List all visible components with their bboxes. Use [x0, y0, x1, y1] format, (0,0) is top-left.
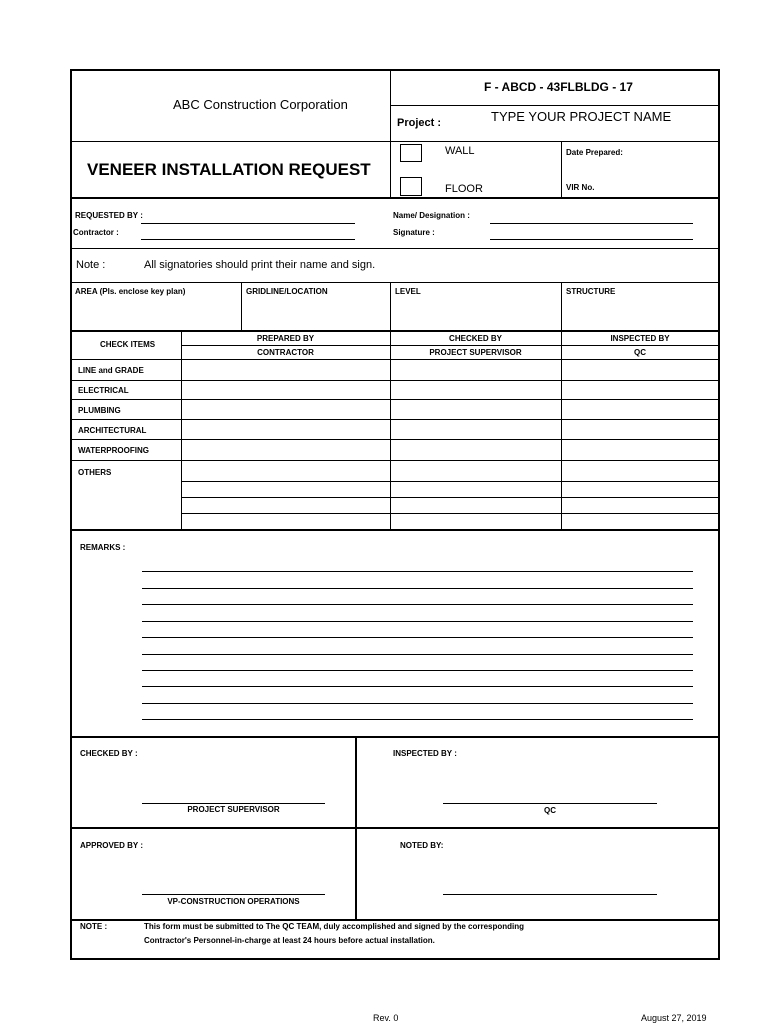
remarks-line[interactable] [142, 604, 693, 605]
header-bottom-rule [70, 197, 720, 199]
signoff-bottom-rule [70, 919, 720, 921]
floor-label: FLOOR [445, 183, 483, 195]
area-divider-3 [561, 282, 562, 331]
prepared-by-header: PREPARED BY [256, 334, 315, 343]
table-row-rule [71, 419, 719, 420]
table-row-rule [71, 460, 719, 461]
signature-field[interactable] [490, 239, 693, 240]
wall-label: WALL [445, 145, 475, 157]
checked-by-header: CHECKED BY [449, 334, 502, 343]
gridline-label: GRIDLINE/LOCATION [246, 287, 328, 296]
table-row-rule [181, 497, 719, 498]
noted-by-label: NOTED BY: [400, 841, 444, 850]
note-top-label: Note : [76, 259, 106, 271]
approved-by-label: APPROVED BY : [80, 841, 143, 850]
name-designation-label: Name/ Designation : [393, 211, 470, 220]
contractor-label: Contractor : [73, 228, 119, 237]
header-date-divider [561, 141, 562, 198]
check-items-header: CHECK ITEMS [100, 340, 156, 349]
signature-label: Signature : [393, 228, 435, 237]
remarks-line[interactable] [142, 637, 693, 638]
checked-by-label: CHECKED BY : [80, 749, 138, 758]
form-code: F - ABCD - 43FLBLDG - 17 [484, 80, 633, 94]
approved-by-signature-line[interactable] [142, 894, 325, 895]
contractor-field[interactable] [141, 239, 355, 240]
remarks-line[interactable] [142, 571, 693, 572]
requested-by-field[interactable] [141, 223, 355, 224]
check-item-architectural: ARCHITECTURAL [78, 426, 147, 435]
check-item-waterproofing: WATERPROOFING [78, 446, 149, 455]
checked-by-role: PROJECT SUPERVISOR [187, 805, 280, 814]
header-code-rule [390, 105, 719, 106]
border-top [70, 69, 720, 71]
table-row-rule [71, 439, 719, 440]
table-row-rule [71, 399, 719, 400]
check-item-others: OTHERS [78, 468, 112, 477]
table-row-rule [181, 513, 719, 514]
remarks-line[interactable] [142, 588, 693, 589]
table-col-2 [390, 331, 391, 530]
area-bottom-rule [70, 330, 720, 332]
approved-by-role: VP-CONSTRUCTION OPERATIONS [167, 897, 300, 906]
note-bottom-line-1: This form must be submitted to The QC TEAM, duly accomplished and signed by the corresponding [144, 922, 525, 931]
signoff-mid-rule [70, 827, 720, 829]
header-mid-rule [71, 141, 719, 142]
project-label: Project : [397, 117, 442, 129]
note-bottom-rule [71, 282, 719, 283]
name-designation-field[interactable] [490, 223, 693, 224]
revision-date: August 27, 2019 [641, 1013, 707, 1023]
table-col-3 [561, 331, 562, 530]
note-bottom-label: NOTE : [80, 922, 108, 931]
remarks-bottom-rule [70, 736, 720, 738]
table-row-rule [71, 380, 719, 381]
table-header-mid-rule [181, 345, 719, 346]
remarks-line[interactable] [142, 719, 693, 720]
remarks-line[interactable] [142, 686, 693, 687]
table-header-bottom-rule [71, 359, 719, 360]
remarks-line[interactable] [142, 703, 693, 704]
level-label: LEVEL [395, 287, 421, 296]
structure-label: STRUCTURE [566, 287, 616, 296]
header-divider [390, 70, 391, 198]
table-col-1 [181, 331, 182, 530]
remarks-line[interactable] [142, 654, 693, 655]
form-title: VENEER INSTALLATION REQUEST [87, 160, 371, 179]
vir-number-label: VIR No. [566, 183, 595, 192]
project-name-field[interactable]: TYPE YOUR PROJECT NAME [491, 109, 672, 124]
floor-checkbox[interactable] [400, 177, 422, 196]
table-bottom-rule [70, 529, 720, 531]
remarks-line[interactable] [142, 670, 693, 671]
area-divider-1 [241, 282, 242, 331]
inspected-by-label: INSPECTED BY : [393, 749, 457, 758]
date-prepared-label: Date Prepared: [566, 148, 623, 157]
area-label: AREA (Pls. enclose key plan) [75, 287, 186, 296]
area-divider-2 [390, 282, 391, 331]
border-bottom [70, 958, 720, 960]
company-name: ABC Construction Corporation [173, 97, 348, 112]
note-bottom-line-2: Contractor's Personnel-in-charge at least 24 hours before actual installation. [144, 936, 435, 945]
inspected-by-role: QC [544, 806, 556, 815]
project-supervisor-header: PROJECT SUPERVISOR [429, 348, 522, 357]
noted-by-signature-line[interactable] [443, 894, 657, 895]
remarks-line[interactable] [142, 621, 693, 622]
inspected-by-header: INSPECTED BY [610, 334, 670, 343]
remarks-label: REMARKS : [80, 543, 126, 552]
check-item-electrical: ELECTRICAL [78, 386, 129, 395]
revision-label: Rev. 0 [373, 1013, 399, 1023]
contractor-header: CONTRACTOR [257, 348, 314, 357]
qc-header: QC [634, 348, 646, 357]
wall-checkbox[interactable] [400, 144, 422, 162]
note-top-text: All signatories should print their name and sign. [144, 259, 376, 271]
table-row-rule [181, 481, 719, 482]
check-item-line-grade: LINE and GRADE [78, 366, 144, 375]
request-bottom-rule [71, 248, 719, 249]
check-item-plumbing: PLUMBING [78, 406, 121, 415]
inspected-by-signature-line[interactable] [443, 803, 657, 804]
requested-by-label: REQUESTED BY : [75, 211, 143, 220]
checked-by-signature-line[interactable] [142, 803, 325, 804]
